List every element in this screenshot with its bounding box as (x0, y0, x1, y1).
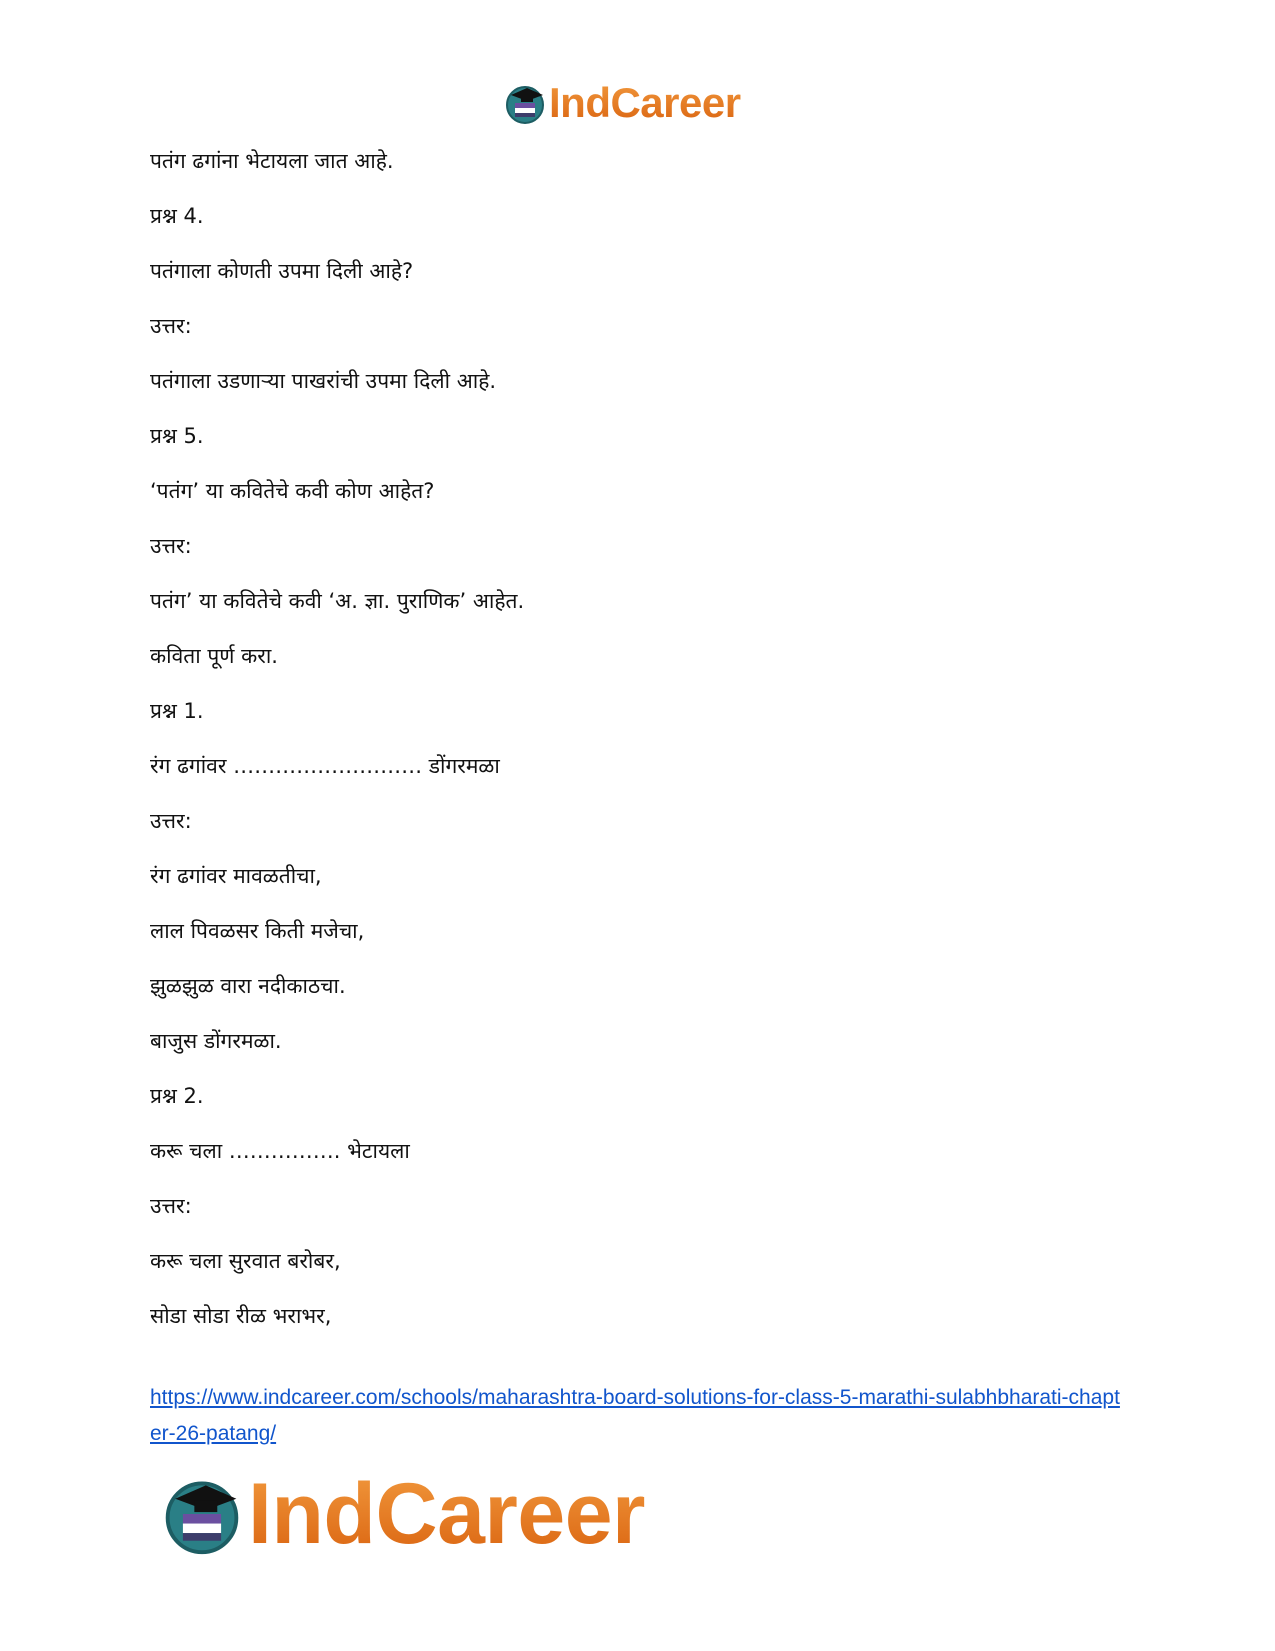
source-link[interactable]: https://www.indcareer.com/schools/maharashtra-board-solutions-for-class-5-marathi-sulabhbharati-chapter-26-patang/ (150, 1386, 1120, 1445)
question-text: पतंगाला कोणती उपमा दिली आहे? (150, 259, 414, 283)
poem-line: करू चला सुरवात बरोबर, (150, 1249, 341, 1273)
poem-line: झुळझुळ वारा नदीकाठचा. (150, 974, 346, 998)
question-text: रंग ढगांवर ……………………… डोंगरमळा (150, 754, 500, 778)
answer-label: उत्तर: (150, 1194, 192, 1218)
footer-brand-text: IndCareer (248, 1465, 645, 1562)
footer-logo (160, 1466, 645, 1562)
answer-label: उत्तर: (150, 314, 192, 338)
answer-label: उत्तर: (150, 809, 192, 833)
answer-text: पतंग’ या कवितेचे कवी ‘अ. ज्ञा. पुराणिक’ आहेत. (150, 589, 525, 613)
header-logo (503, 78, 741, 128)
question-text: करू चला ……………. भेटायला (150, 1139, 410, 1163)
text-line: पतंग ढगांना भेटायला जात आहे. (150, 149, 394, 173)
answer-label: उत्तर: (150, 534, 192, 558)
question-text: ‘पतंग’ या कवितेचे कवी कोण आहेत? (150, 479, 435, 503)
poem-line: बाजुस डोंगरमळा. (150, 1029, 282, 1053)
answer-text: पतंगाला उडणाऱ्या पाखरांची उपमा दिली आहे. (150, 369, 497, 393)
poem-line: रंग ढगांवर मावळतीचा, (150, 864, 322, 888)
question-heading: प्रश्न 4. (150, 204, 204, 228)
graduation-globe-icon (160, 1472, 244, 1556)
header-brand-text: IndCareer (549, 79, 741, 126)
question-heading: प्रश्न 5. (150, 424, 204, 448)
section-heading: कविता पूर्ण करा. (150, 644, 278, 668)
poem-line: लाल पिवळसर किती मजेचा, (150, 919, 365, 943)
document-body (150, 144, 1130, 1354)
question-heading: प्रश्न 1. (150, 699, 204, 723)
question-heading: प्रश्न 2. (150, 1084, 204, 1108)
graduation-globe-icon (503, 81, 547, 125)
poem-line: सोडा सोडा रीळ भराभर, (150, 1304, 332, 1328)
